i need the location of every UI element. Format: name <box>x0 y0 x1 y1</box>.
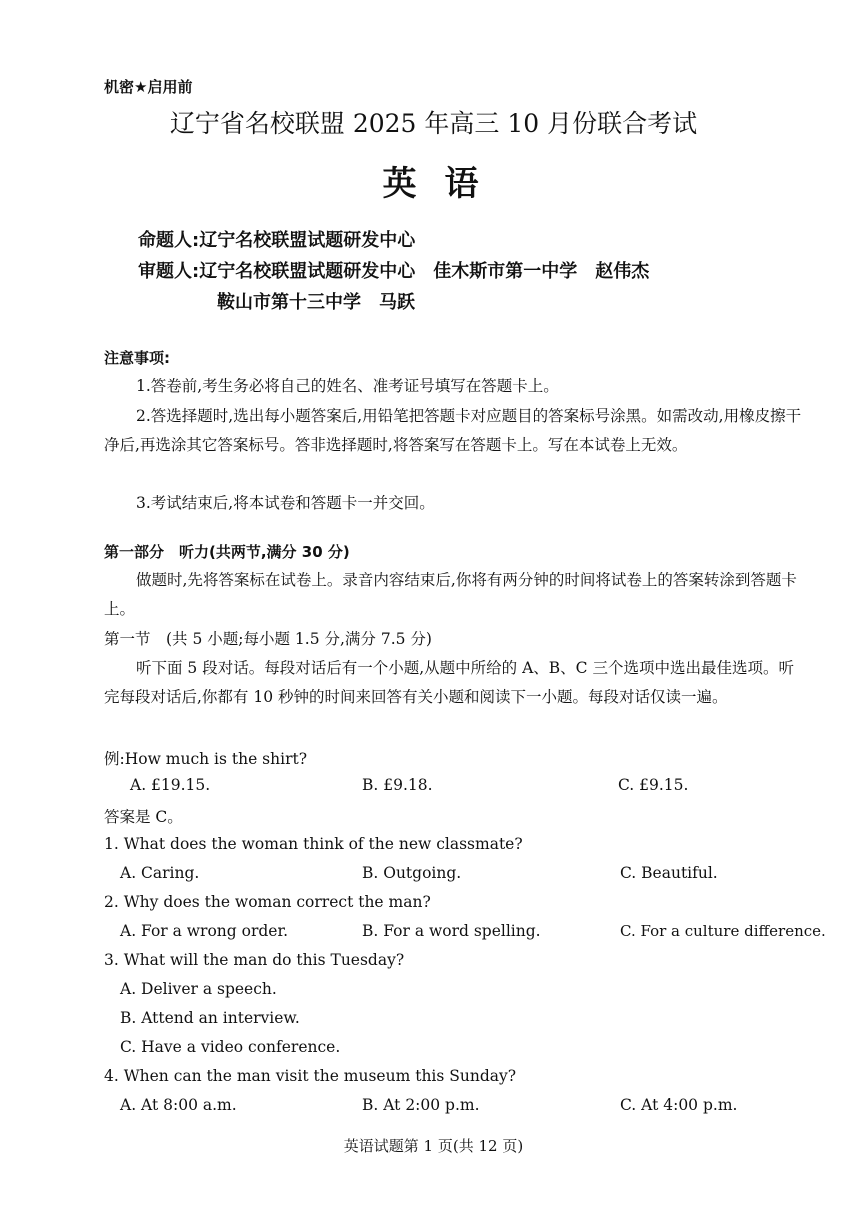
question-2-option-b: B. For a word spelling. <box>362 922 541 940</box>
question-2-option-a: A. For a wrong order. <box>120 922 289 940</box>
example-option-c: C. £9.15. <box>618 776 689 794</box>
example-option-a: A. £19.15. <box>130 776 211 794</box>
question-3-option-c: C. Have a video conference. <box>120 1038 341 1056</box>
page-footer: 英语试题第 1 页(共 12 页) <box>343 1137 524 1155</box>
section1-heading: 第一节 (共 5 小题;每小题 1.5 分,满分 7.5 分) <box>104 630 432 648</box>
question-4: 4. When can the man visit the museum this Sunday? <box>104 1067 517 1085</box>
example-answer: 答案是 C。 <box>104 808 183 826</box>
question-4-option-a: A. At 8:00 a.m. <box>120 1096 237 1114</box>
confidential-label: 机密★启用前 <box>104 78 193 96</box>
question-1-option-c: C. Beautiful. <box>620 864 718 882</box>
question-1: 1. What does the woman think of the new classmate? <box>104 835 523 853</box>
question-3-option-b: B. Attend an interview. <box>120 1009 300 1027</box>
question-2: 2. Why does the woman correct the man? <box>104 893 431 911</box>
part1-intro: 做题时,先将答案标在试卷上。录音内容结束后,你将有两分钟的时间将试卷上的答案转涂到答题卡上。 <box>104 571 797 618</box>
question-4-option-b: B. At 2:00 p.m. <box>362 1096 480 1114</box>
question-3-option-a: A. Deliver a speech. <box>120 980 277 998</box>
example-option-b: B. £9.18. <box>362 776 433 794</box>
note-item-1: 1.答卷前,考生务必将自己的姓名、准考证号填写在答题卡上。 <box>136 377 559 395</box>
example-question: 例:How much is the shirt? <box>104 750 308 768</box>
author-line-1: 命题人:辽宁名校联盟试题研发中心 <box>138 230 416 251</box>
question-1-option-b: B. Outgoing. <box>362 864 462 882</box>
question-2-option-c: C. For a culture difference. <box>620 922 826 940</box>
notes-heading: 注意事项: <box>104 349 170 367</box>
question-4-option-c: C. At 4:00 p.m. <box>620 1096 738 1114</box>
author-line-2: 审题人:辽宁名校联盟试题研发中心 佳木斯市第一中学 赵伟杰 <box>138 261 650 282</box>
question-1-option-a: A. Caring. <box>120 864 200 882</box>
author-line-3: 鞍山市第十三中学 马跃 <box>217 292 415 313</box>
exam-title: 辽宁省名校联盟 2025 年高三 10 月份联合考试 <box>169 109 698 138</box>
part1-heading: 第一部分 听力(共两节,满分 30 分) <box>104 543 350 561</box>
subject-title: 英语 <box>382 164 507 204</box>
note-item-2: 2.答选择题时,选出每小题答案后,用铅笔把答题卡对应题目的答案标号涂黑。如需改动,用橡皮擦干净后,再选涂其它答案标号。答非选择题时,将答案写在答题卡上。写在本试卷上无效。 <box>104 407 802 454</box>
section1-intro: 听下面 5 段对话。每段对话后有一个小题,从题中所给的 A、B、C 三个选项中选出最佳选项。听完每段对话后,你都有 10 秒钟的时间来回答有关小题和阅读下一小题。每段对话仅读一遍。 <box>104 659 794 706</box>
question-3: 3. What will the man do this Tuesday? <box>104 951 405 969</box>
note-item-3: 3.考试结束后,将本试卷和答题卡一并交回。 <box>136 494 435 512</box>
